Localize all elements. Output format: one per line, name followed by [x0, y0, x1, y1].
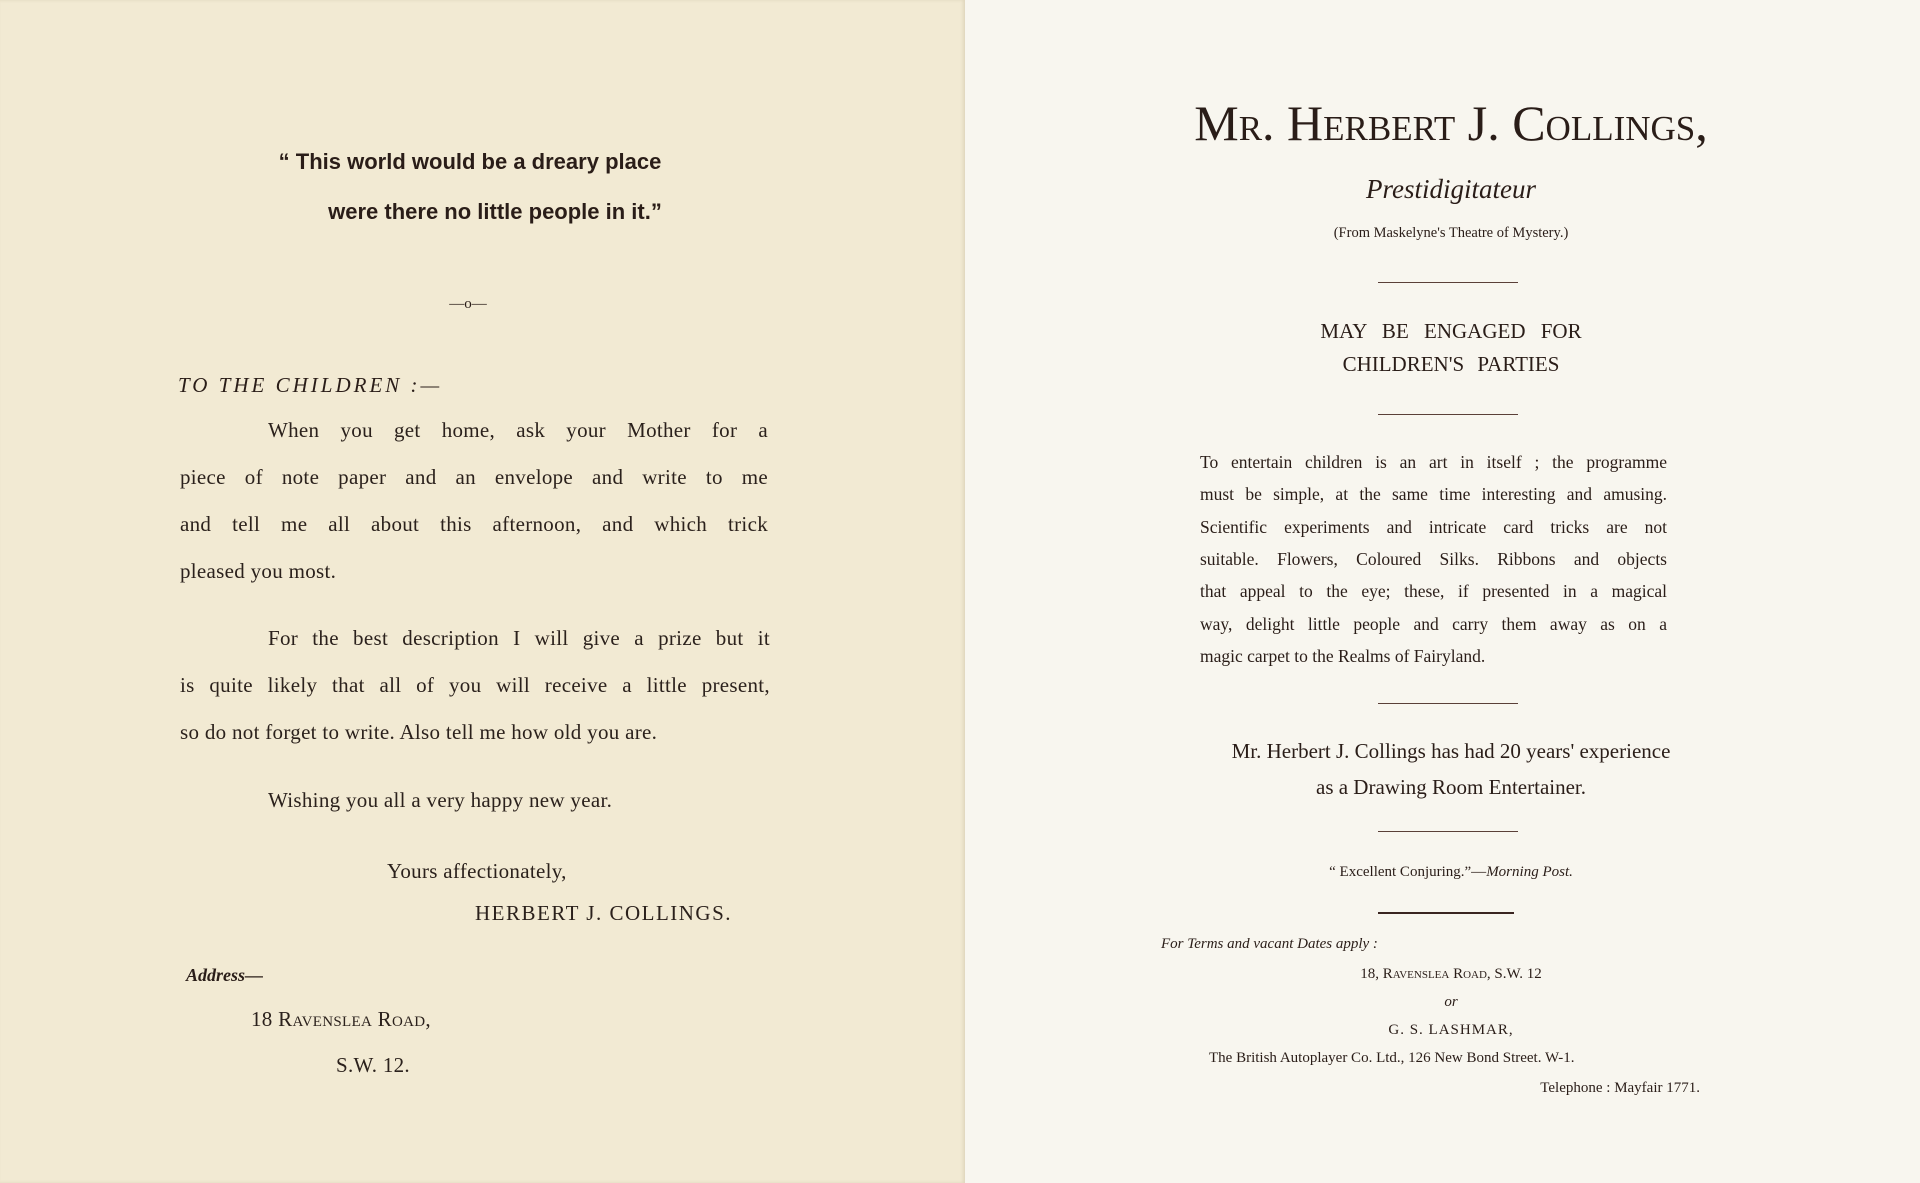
wishing-line: Wishing you all a very happy new year. [268, 788, 613, 812]
quote-line-1: “ This world would be a dreary place [278, 149, 662, 174]
closing: Yours affectionately, [387, 859, 567, 883]
divider [1378, 414, 1518, 415]
review-quote: “ Excellent Conjuring.”— [1329, 864, 1487, 880]
paragraph-line: way, delight little people and carry them away as on a [1200, 613, 1667, 634]
paragraph-line: magic carpet to the Realms of Fairyland. [1200, 645, 1486, 666]
engaged-line-2: CHILDREN'S PARTIES [1342, 352, 1560, 376]
engaged-line-1: MAY BE ENGAGED FOR [1320, 319, 1582, 343]
quote-line-2: were there no little people in it.” [328, 199, 662, 224]
title: Mr. Herbert J. Collings, [1194, 95, 1708, 151]
or-text: or [1444, 994, 1458, 1010]
paragraph-line: and tell me all about this afternoon, and which trick [180, 512, 768, 536]
paragraph-line: so do not forget to write. Also tell me how old you are. [180, 720, 658, 744]
experience-line-1: Mr. Herbert J. Collings has had 20 years' experience [1231, 739, 1671, 763]
divider [1378, 282, 1518, 283]
review-source: Morning Post. [1486, 864, 1573, 880]
paragraph-line: is quite likely that all of you will receive a little present, [180, 673, 770, 697]
contact-address: 18, Ravenslea Road, S.W. 12 [1360, 966, 1542, 982]
address-label: Address— [186, 965, 264, 985]
address-line-2: S.W. 12. [336, 1053, 410, 1077]
heading-to-the-children: TO THE CHILDREN :— [178, 373, 443, 397]
review [1329, 865, 1573, 880]
paragraph-line: For the best description I will give a prize but it [268, 626, 770, 650]
paragraph-line: Scientific experiments and intricate card tricks are not [1200, 516, 1667, 537]
separator: —o— [449, 296, 487, 312]
address-line-1: 18 Ravenslea Road, [251, 1007, 431, 1031]
experience-line-2: as a Drawing Room Entertainer. [1315, 775, 1587, 799]
paragraph-line: To entertain children is an art in itself ; the programme [1200, 452, 1667, 472]
agent-address: The British Autoplayer Co. Ltd., 126 New Bond Street. W-1. [1209, 1050, 1575, 1066]
divider [1378, 831, 1518, 832]
divider [1378, 912, 1514, 914]
signature: HERBERT J. COLLINGS. [475, 901, 733, 925]
subtitle: Prestidigitateur [1366, 174, 1536, 204]
paragraph-line: piece of note paper and an envelope and write to me [180, 465, 768, 489]
paragraph-line: must be simple, at the same time interesting and amusing. [1200, 484, 1667, 505]
paragraph-line: that appeal to the eye; these, if presented in a magical [1200, 581, 1667, 602]
agent-name: G. S. LASHMAR, [1388, 1022, 1514, 1038]
telephone: Telephone : Mayfair 1771. [1540, 1080, 1700, 1096]
right-page [965, 0, 1920, 1183]
paragraph-line: pleased you most. [180, 559, 337, 583]
paragraph-line: suitable. Flowers, Coloured Silks. Ribbons and objects [1200, 548, 1667, 569]
divider [1378, 703, 1518, 704]
paragraph-line: When you get home, ask your Mother for a [268, 418, 768, 442]
terms: For Terms and vacant Dates apply : [1161, 936, 1378, 952]
origin: (From Maskelyne's Theatre of Mystery.) [1333, 225, 1569, 241]
